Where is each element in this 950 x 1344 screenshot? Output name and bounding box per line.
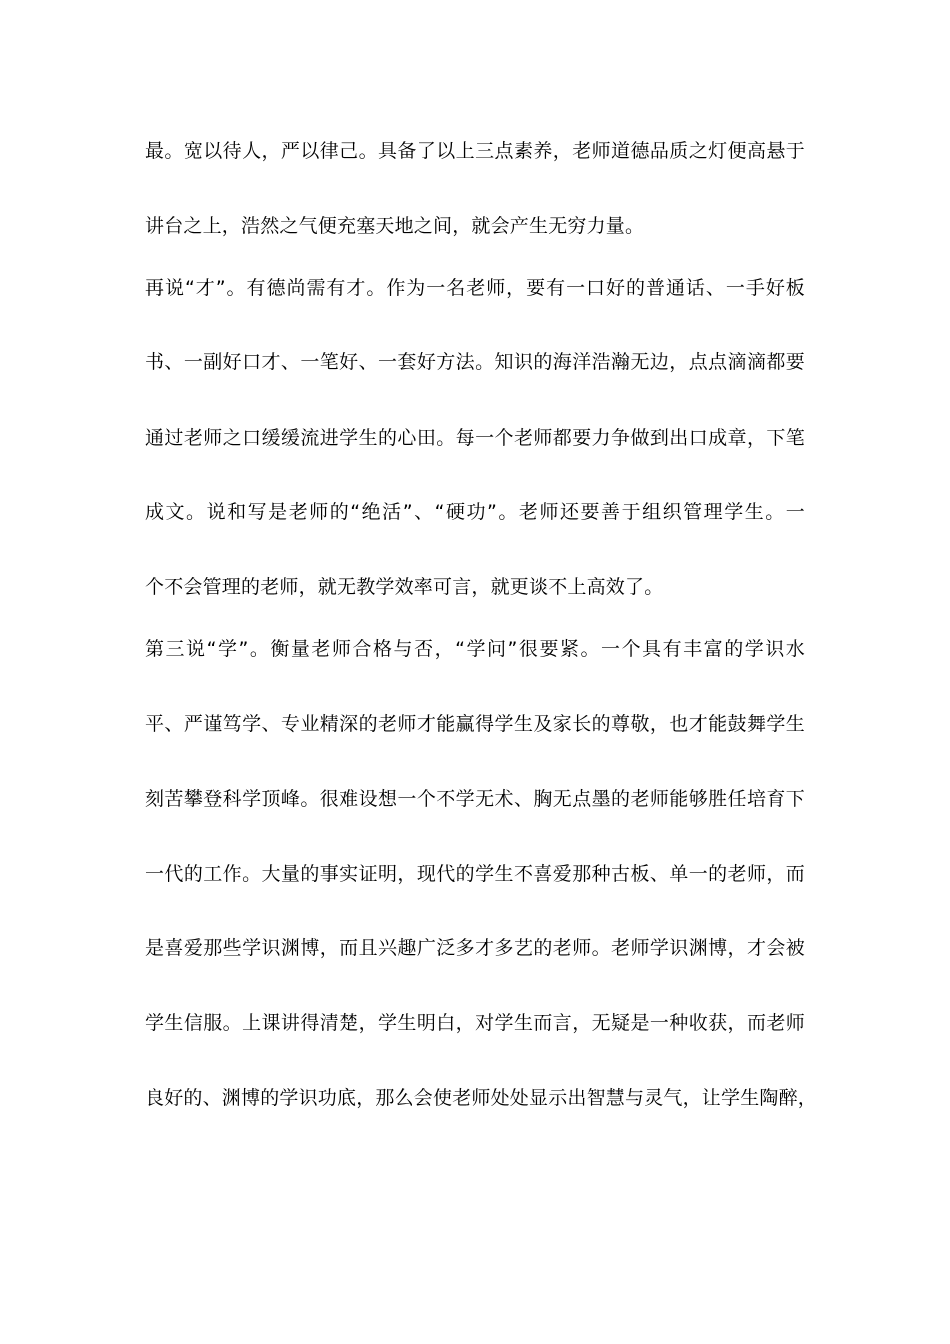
text-line-7: 个不会管理的老师，就无教学效率可言，就更谈不上高效了。 [145, 576, 664, 598]
text-line-5: 通过老师之口缓缓流进学生的心田。每一个老师都要力争做到出口成章，下笔 [145, 427, 805, 449]
text-line-9: 平、严谨笃学、专业精深的老师才能赢得学生及家长的尊敬，也才能鼓舞学生 [145, 713, 805, 735]
text-line-1: 最。宽以待人，严以律己。具备了以上三点素养，老师道德品质之灯便高悬于 [145, 140, 805, 162]
text-line-12: 是喜爱那些学识渊博，而且兴趣广泛多才多艺的老师。老师学识渊博，才会被 [145, 937, 805, 959]
text-line-13: 学生信服。上课讲得清楚，学生明白，对学生而言，无疑是一种收获，而老师 [145, 1012, 805, 1034]
text-line-11: 一代的工作。大量的事实证明，现代的学生不喜爱那种古板、单一的老师，而 [145, 863, 805, 885]
text-line-2: 讲台之上，浩然之气便充塞天地之间，就会产生无穷力量。 [145, 215, 645, 237]
text-line-8: 第三说“学”。衡量老师合格与否，“学问”很要紧。一个具有丰富的学识水 [145, 638, 805, 660]
text-line-6: 成文。说和写是老师的“绝活”、“硬功”。老师还要善于组织管理学生。一 [145, 501, 805, 523]
text-line-4: 书、一副好口才、一笔好、一套好方法。知识的海洋浩瀚无边，点点滴滴都要 [145, 351, 805, 373]
text-line-14: 良好的、渊博的学识功底，那么会使老师处处显示出智慧与灵气，让学生陶醉， [145, 1087, 818, 1109]
text-line-10: 刻苦攀登科学顶峰。很难设想一个不学无术、胸无点墨的老师能够胜任培育下 [145, 788, 805, 810]
text-line-3: 再说“才”。有德尚需有才。作为一名老师，要有一口好的普通话、一手好板 [145, 277, 805, 299]
